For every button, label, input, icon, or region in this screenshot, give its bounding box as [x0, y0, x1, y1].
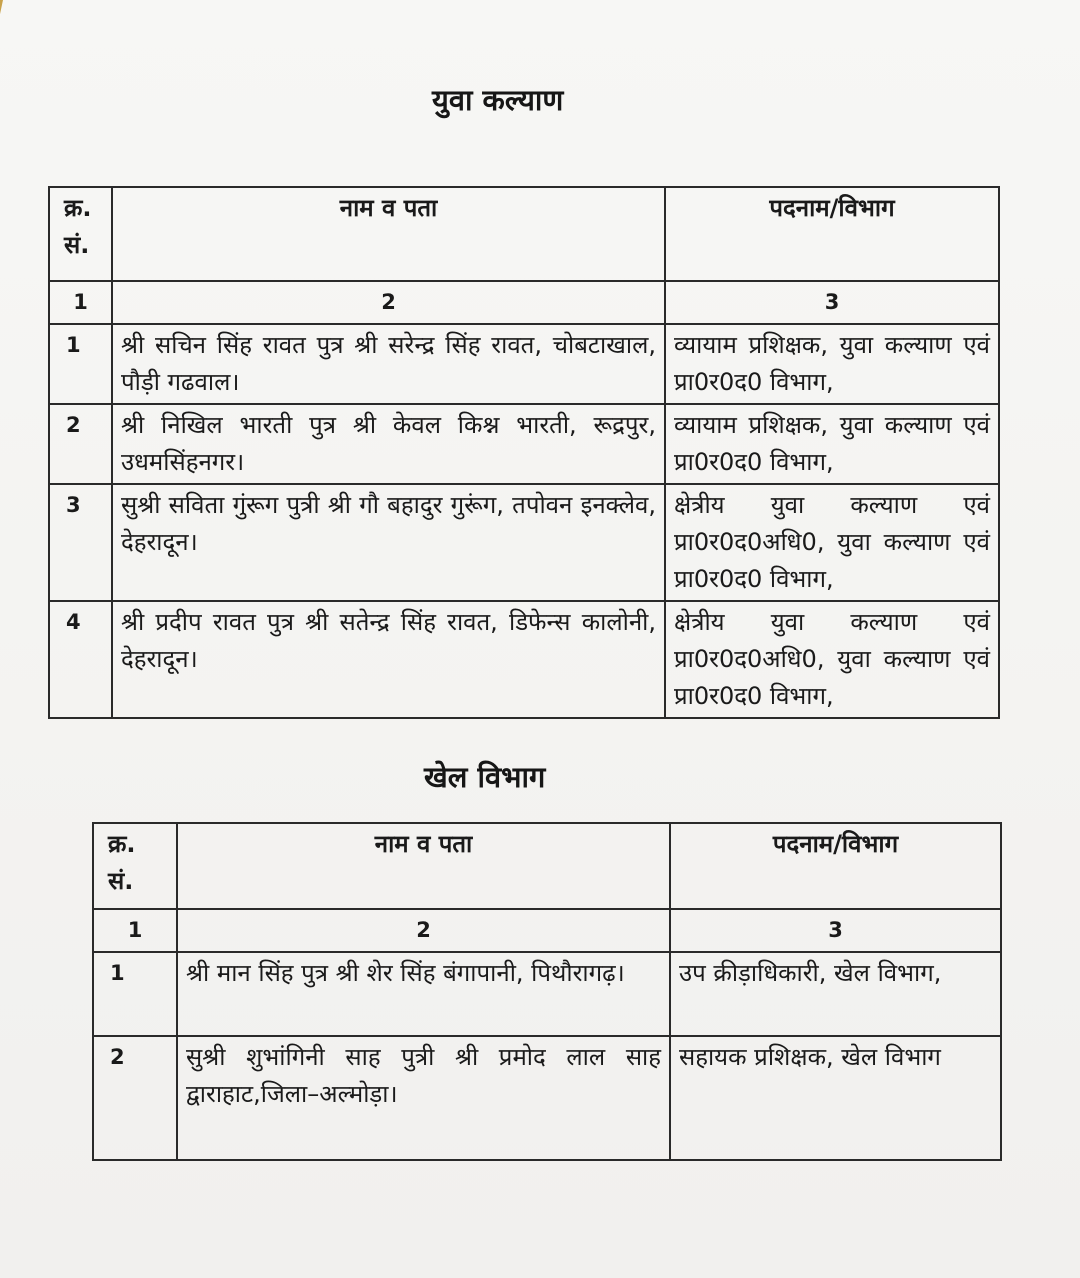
row-post: सहायक प्रशिक्षक, खेल विभाग	[670, 1036, 1001, 1160]
row-post: उप क्रीड़ाधिकारी, खेल विभाग,	[670, 952, 1001, 1036]
col-number: 3	[665, 281, 999, 324]
header-post: पदनाम/विभाग	[670, 823, 1001, 909]
table-row	[93, 1036, 1001, 1160]
page-corner-mark	[0, 0, 17, 40]
table-header-row	[93, 823, 1001, 909]
column-number-row	[49, 281, 999, 324]
row-name-address: सुश्री शुभांगिनी साह पुत्री श्री प्रमोद लाल साह द्वाराहाट,जिला–अल्मोड़ा।	[177, 1036, 670, 1160]
row-post: व्यायाम प्रशिक्षक, युवा कल्याण एवं प्रा0र0द0 विभाग,	[665, 324, 999, 404]
header-post: पदनाम/विभाग	[665, 187, 999, 281]
col-number: 2	[177, 909, 670, 952]
table-row	[93, 952, 1001, 1036]
row-sno: 2	[93, 1036, 177, 1160]
header-sno: क्र. सं.	[49, 187, 112, 281]
row-post: क्षेत्रीय युवा कल्याण एवं प्रा0र0द0अधि0, युवा कल्याण एवं प्रा0र0द0 विभाग,	[665, 484, 999, 601]
section-title-khel-vibhag: खेल विभाग	[424, 760, 546, 794]
table-row	[49, 404, 999, 484]
row-name-address: सुश्री सविता गुंरूग पुत्री श्री गौ बहादुर गुरूंग, तपोवन इनक्लेव, देहरादून।	[112, 484, 665, 601]
col-number: 1	[93, 909, 177, 952]
yuva-kalyan-table	[48, 186, 1000, 719]
col-number: 3	[670, 909, 1001, 952]
col-number: 1	[49, 281, 112, 324]
row-sno: 1	[49, 324, 112, 404]
row-name-address: श्री निखिल भारती पुत्र श्री केवल किश्न भारती, रूद्रपुर, उधमसिंहनगर।	[112, 404, 665, 484]
column-number-row	[93, 909, 1001, 952]
row-post: क्षेत्रीय युवा कल्याण एवं प्रा0र0द0अधि0, युवा कल्याण एवं प्रा0र0द0 विभाग,	[665, 601, 999, 718]
row-sno: 3	[49, 484, 112, 601]
table-row	[49, 484, 999, 601]
row-name-address: श्री मान सिंह पुत्र श्री शेर सिंह बंगापानी, पिथौरागढ़।	[177, 952, 670, 1036]
table-row	[49, 601, 999, 718]
khel-vibhag-table	[92, 822, 1002, 1161]
col-number: 2	[112, 281, 665, 324]
row-sno: 1	[93, 952, 177, 1036]
row-name-address: श्री सचिन सिंह रावत पुत्र श्री सरेन्द्र सिंह रावत, चोबटाखाल, पौड़ी गढवाल।	[112, 324, 665, 404]
header-sno: क्र. सं.	[93, 823, 177, 909]
header-name: नाम व पता	[112, 187, 665, 281]
row-sno: 4	[49, 601, 112, 718]
row-post: व्यायाम प्रशिक्षक, युवा कल्याण एवं प्रा0र0द0 विभाग,	[665, 404, 999, 484]
table-row	[49, 324, 999, 404]
row-name-address: श्री प्रदीप रावत पुत्र श्री सतेन्द्र सिंह रावत, डिफेन्स कालोनी, देहरादून।	[112, 601, 665, 718]
table-header-row	[49, 187, 999, 281]
row-sno: 2	[49, 404, 112, 484]
section-title-yuva-kalyan: युवा कल्याण	[432, 83, 564, 117]
header-name: नाम व पता	[177, 823, 670, 909]
